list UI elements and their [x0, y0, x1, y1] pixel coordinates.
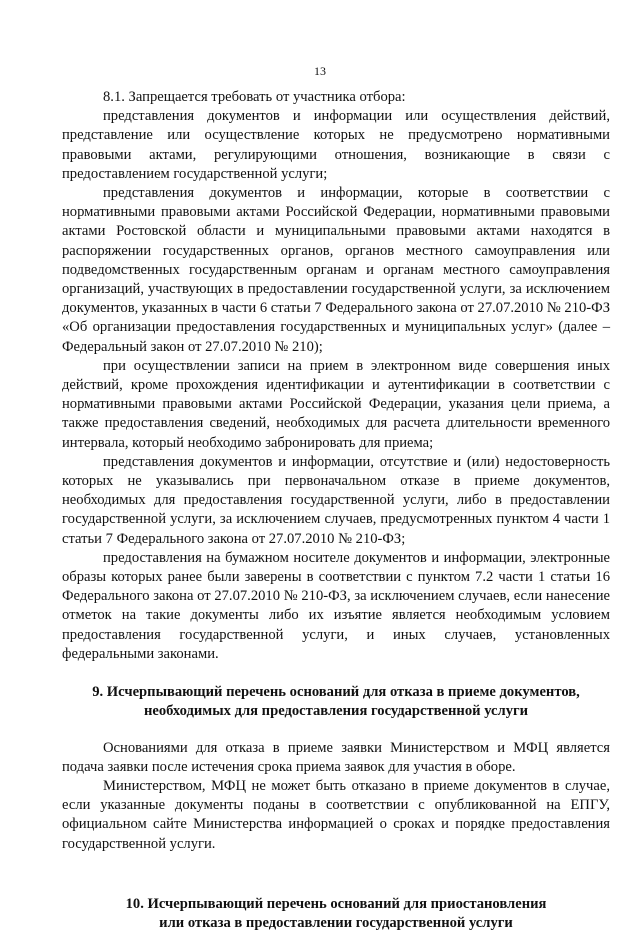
section-10-heading-line-2: или отказа в предоставлении государственной услуги [159, 914, 513, 931]
section-10-heading [62, 895, 610, 933]
section-9-heading [62, 683, 610, 721]
paragraph: Основаниями для отказа в приеме заявки Министерством и МФЦ является подача заявки после истечения срока приема заявок для участия в оборе. [62, 739, 610, 775]
section-8-1-title: 8.1. Запрещается требовать от участника отбора: [103, 89, 406, 105]
paragraph: при осуществлении записи на прием в электронном виде совершения иных действий, кроме прохождения идентификации и аутентификации в соответствии с нормативными правовыми актами Российской Федерации, указания цели приема, а также предоставления сведений, необходимых для расчета длительности временного интервала, который необходимо забронировать для приема; [62, 357, 610, 451]
page-number: 13 [314, 64, 326, 78]
section-9 [62, 739, 610, 854]
paragraph: представления документов и информации, которые в соответствии с нормативными правовыми актами Российской Федерации, нормативными правовыми актами Ростовской области и муниципальными правовыми актами находятся в распоряжении государственных органов, органов местного самоуправления или подведомственных государственным органам и органам местного самоуправления организаций, участвующих в предоставлении государственной услуги, за исключением документов, указанных в части 6 статьи 7 Федерального закона от 27.07.2010 № 210-ФЗ «Об организации предоставления государственных и муниципальных услуг» (далее – Федеральный закон от 27.07.2010 № 210); [62, 185, 611, 355]
section-8-1 [62, 88, 610, 664]
paragraph: предоставления на бумажном носителе документов и информации, электронные образы которых ранее были заверены в соответствии с пунктом 7.2 части 1 статьи 16 Федерального закона от 27.07.2010 № 210-ФЗ, за исключением случаев, если нанесение отметок на такие документы либо их изъятие является необходимым условием предоставления государственной услуги, и иных случаев, установленных федеральными законами. [62, 549, 610, 662]
document-body [62, 88, 610, 933]
section-9-heading-line-1: 9. Исчерпывающий перечень оснований для отказа в приеме документов, [92, 684, 580, 701]
paragraph: представления документов и информации, отсутствие и (или) недостоверность которых не указывались при первоначальном отказе в приеме документов, необходимых для предоставления государственной услуги, либо в предоставлении государственной услуги, за исключением случаев, предусмотренных пунктом 4 части 1 статьи 7 Федерального закона от 27.07.2010 № 210-ФЗ; [62, 453, 610, 547]
section-10-heading-line-1: 10. Исчерпывающий перечень оснований для приостановления [125, 895, 547, 912]
paragraph: представления документов и информации или осуществления действий, представление или осуществление которых не предусмотрено нормативными правовыми актами, регулирующими отношения, возникающие в связи с предоставлением государственной услуги; [62, 108, 610, 182]
section-9-heading-line-2: необходимых для предоставления государственной услуги [143, 703, 529, 720]
paragraph: Министерством, МФЦ не может быть отказано в приеме документов в случае, если указанные документы поданы в соответствии с опубликованной на ЕПГУ, официальном сайте Министерства информацией о сроках и порядке предоставления государственной услуги. [62, 777, 610, 852]
